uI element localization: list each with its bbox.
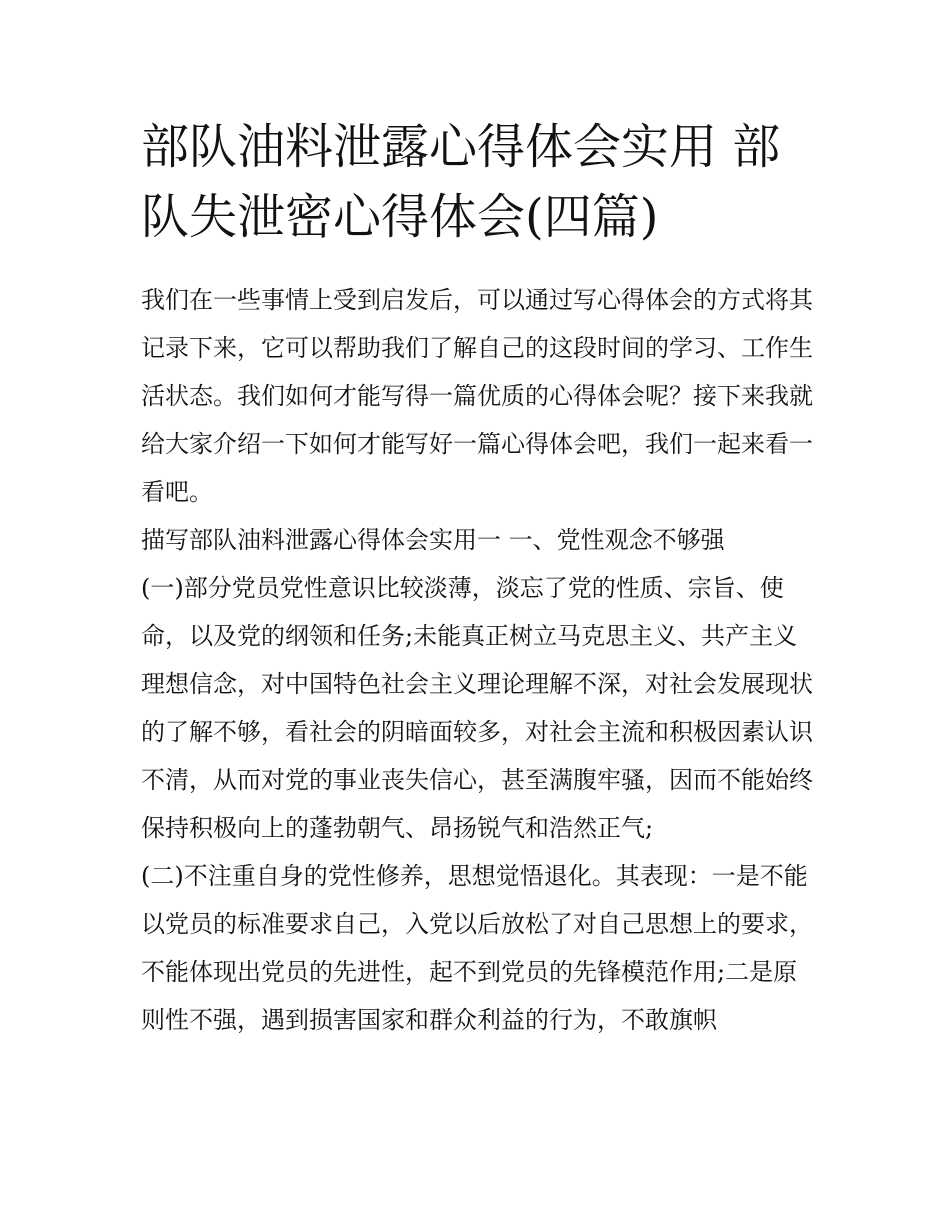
body-paragraph-1: (一)部分党员党性意识比较淡薄，淡忘了党的性质、宗旨、使命，以及党的纲领和任务;未能真正树立马克思主义、共产主义理想信念，对中国特色社会主义理论理解不深，对社会发展现状的了解不够，看社会的阴暗面较多，对社会主流和积极因素认识不清，从而对党的事业丧失信心，甚至满腹牢骚，因而不能始终保持积极向上的蓬勃朝气、昂扬锐气和浩然正气; (141, 574, 813, 842)
section-heading: 描写部队油料泄露心得体会实用一 一、党性观念不够强 (141, 526, 725, 554)
intro-paragraph: 我们在一些事情上受到启发后，可以通过写心得体会的方式将其记录下来，它可以帮助我们了解自己的这段时间的学习、工作生活状态。我们如何才能写得一篇优质的心得体会呢？接下来我就给大家介绍一下如何才能写好一篇心得体会吧，我们一起来看一看吧。 (141, 286, 813, 506)
body-paragraph-2: (二)不注重自身的党性修养，思想觉悟退化。其表现：一是不能以党员的标准要求自己，入党以后放松了对自己思想上的要求，不能体现出党员的先进性，起不到党员的先锋模范作用;二是原则性不强，遇到损害国家和群众利益的行为，不敢旗帜 (141, 862, 813, 1034)
document-body (141, 112, 813, 1044)
document-title: 部队油料泄露心得体会实用 部队失泄密心得体会(四篇) (141, 119, 781, 245)
